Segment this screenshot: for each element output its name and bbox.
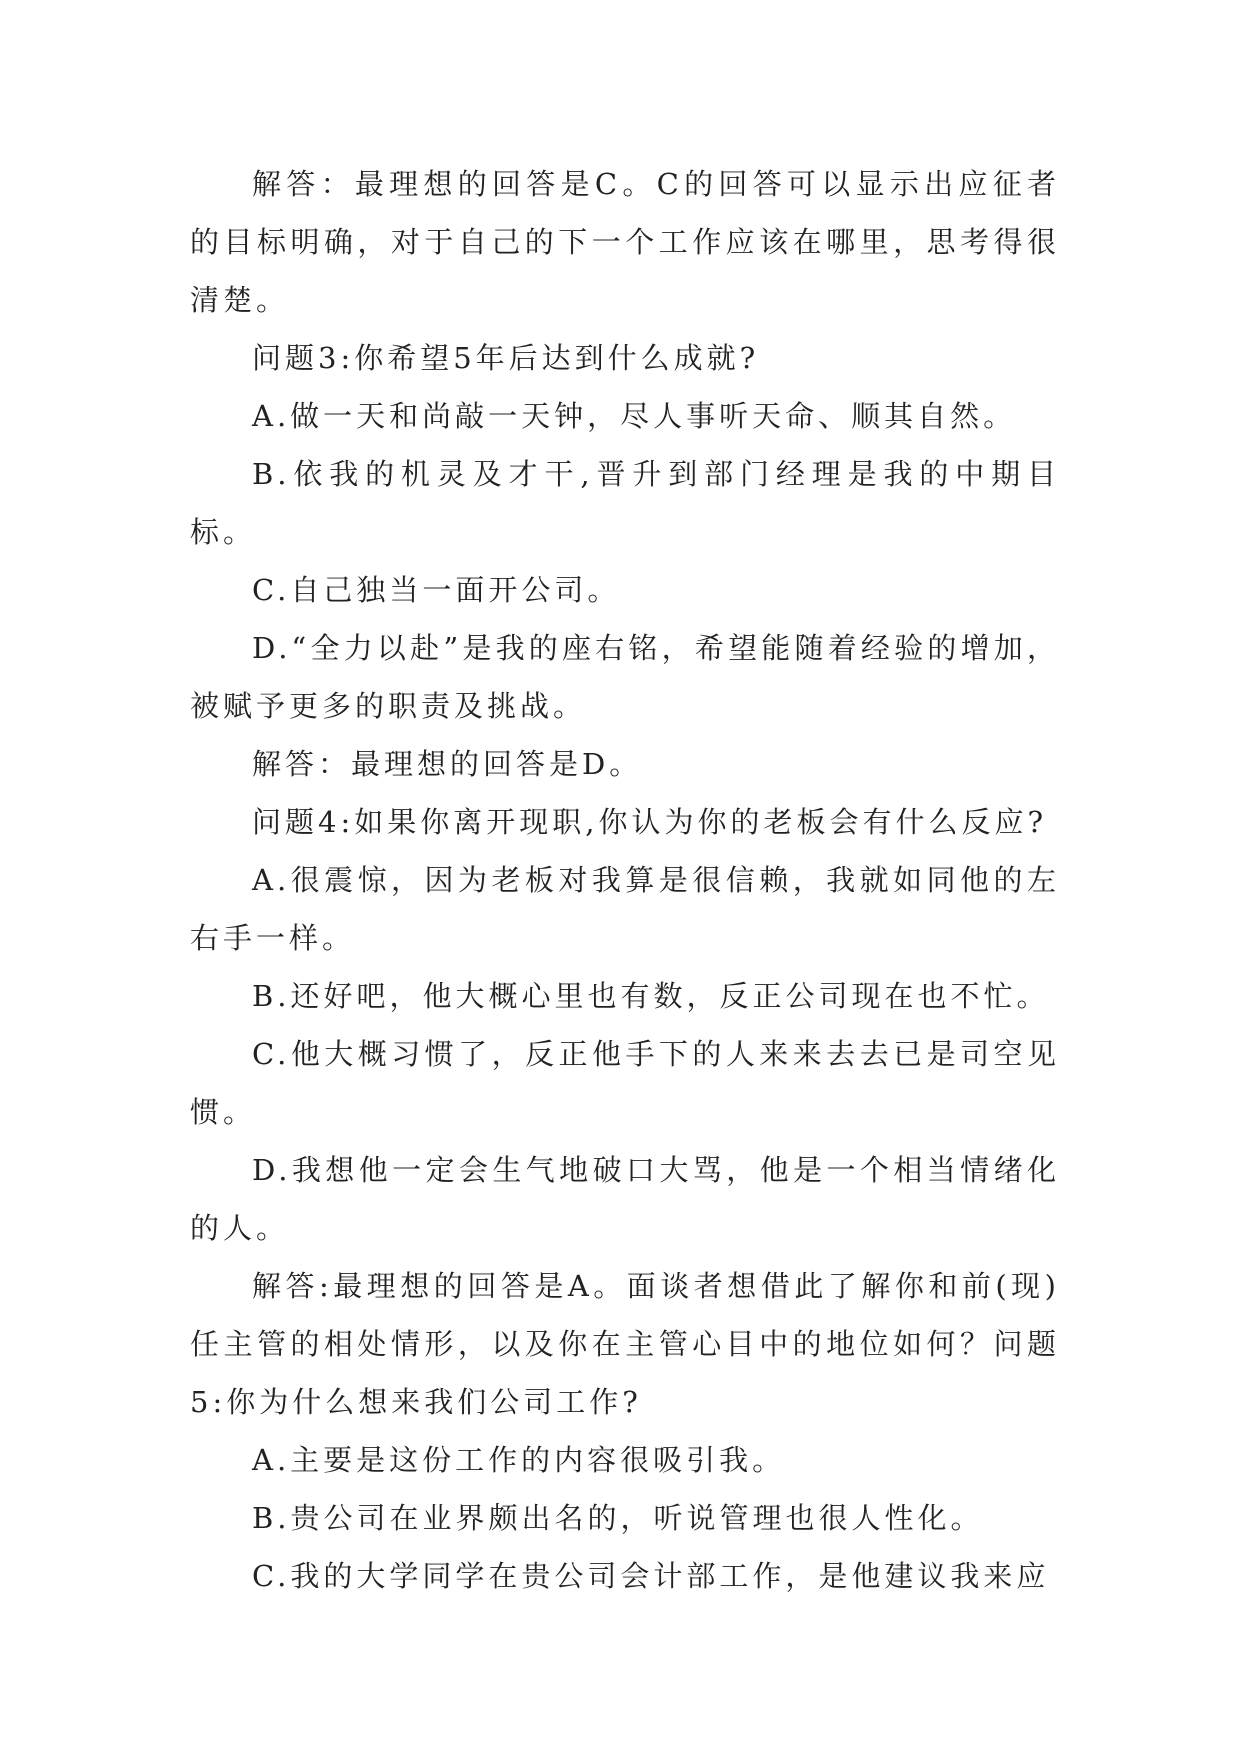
paragraph-q4-option-a: A.很震惊，因为老板对我算是很信赖，我就如同他的左右手一样。 — [190, 863, 1060, 955]
paragraph-q4-option-c: C.他大概习惯了，反正他手下的人来来去去已是司空见惯。 — [190, 1037, 1060, 1129]
paragraph-q3-option-c: C.自己独当一面开公司。 — [252, 573, 621, 607]
paragraph-q3-option-b: B.依我的机灵及才干,晋升到部门经理是我的中期目标。 — [190, 457, 1060, 549]
paragraph-q4-option-b: B.还好吧，他大概心里也有数，反正公司现在也不忙。 — [252, 979, 1050, 1013]
paragraph-answer-q3: 解答：最理想的回答是D。 — [252, 747, 643, 781]
paragraph-question-3: 问题3:你希望5年后达到什么成就? — [252, 341, 760, 375]
paragraph-question-4: 问题4:如果你离开现职,你认为你的老板会有什么反应? — [252, 805, 1047, 839]
paragraph-q5-option-c: C.我的大学同学在贵公司会计部工作，是他建议我来应 — [252, 1559, 1050, 1593]
document-body — [190, 155, 1060, 1605]
paragraph-q3-option-d: D.“全力以赴”是我的座右铭，希望能随着经验的增加，被赋予更多的职责及挑战。 — [190, 631, 1060, 723]
paragraph-answer-q4-and-question-5: 解答:最理想的回答是A。面谈者想借此了解你和前(现)任主管的相处情形，以及你在主管心目中的地位如何？问题5:你为什么想来我们公司工作? — [190, 1269, 1060, 1419]
paragraph-q3-option-a: A.做一天和尚敲一天钟，尽人事听天命、顺其自然。 — [252, 399, 1017, 433]
paragraph-q5-option-b: B.贵公司在业界颇出名的，听说管理也很人性化。 — [252, 1501, 984, 1535]
paragraph-q4-option-d: D.我想他一定会生气地破口大骂，他是一个相当情绪化的人。 — [190, 1153, 1060, 1245]
paragraph-answer-q2: 解答：最理想的回答是C。C的回答可以显示出应征者的目标明确，对于自己的下一个工作应该在哪里，思考得很清楚。 — [190, 167, 1060, 317]
paragraph-q5-option-a: A.主要是这份工作的内容很吸引我。 — [252, 1443, 786, 1477]
